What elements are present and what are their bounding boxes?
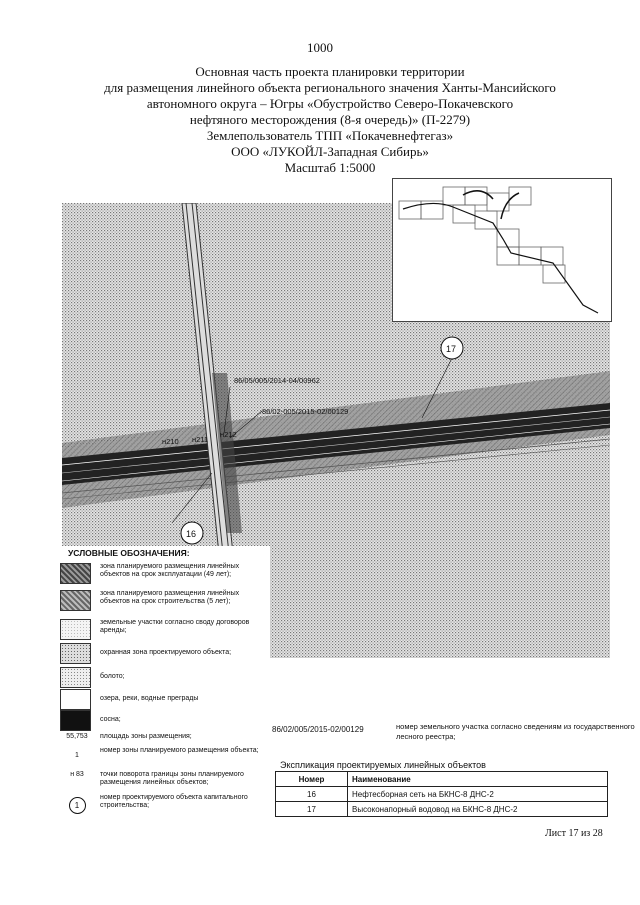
parcel-label: 86/05/005/2014-04/00962 — [234, 376, 320, 385]
column-header: Номер — [276, 772, 348, 787]
legend-swatch — [60, 643, 91, 664]
explication-table — [275, 771, 608, 817]
table-header-row — [276, 772, 608, 787]
point-label: н210 — [162, 437, 179, 446]
legend-swatch — [60, 689, 91, 710]
table-row: 17 Высоконапорный водовод на БКНС-8 ДНС-2 — [276, 802, 608, 817]
object-number: 17 — [446, 344, 457, 354]
legend-title: УСЛОВНЫЕ ОБОЗНАЧЕНИЯ: — [68, 548, 190, 558]
object-number: 16 — [186, 529, 197, 539]
title-line: нефтяного месторождения (8-я очередь)» (П-2279) — [189, 112, 471, 127]
legend-swatch — [60, 619, 91, 640]
explication-title: Экспликация проектируемых линейных объектов — [280, 760, 486, 770]
page-number: 1000 — [307, 40, 333, 55]
point-label: н211 — [192, 435, 209, 444]
sheet-number: Лист 17 из 28 — [545, 828, 603, 839]
title-line: Основная часть проекта планировки территории — [195, 64, 465, 79]
scale-label: Масштаб 1:5000 — [284, 160, 376, 175]
parcel-number-description: номер земельного участка согласно сведениям из государственного лесного реестра; — [396, 722, 635, 741]
object-circle-symbol: 1 — [69, 797, 86, 814]
parcel-label: 86/02-005/2015-02/00129 — [262, 407, 349, 416]
legend: УСЛОВНЫЕ ОБОЗНАЧЕНИЯ: зона планируемого размещения линейных объектов на срок эксплуатации (49 лет); зона планируемого размещения линейных объектов на срок строительства (5 лет); земельные участки согласно своду договоров аренды; охранная зона проектируемого объекта; болото; озера, реки, водные преграды сосна; 55,753 площадь зоны размещения; 1 номер зоны планируемого размещения объекта; н 83 точки поворота границы зоны планируемого размещения линейных объектов; 1 номер проектируемого объекта капитального строительства; — [60, 546, 270, 822]
title-line: автономного округа – Югры «Обустройство Северо-Покачевского — [146, 96, 514, 111]
legend-swatch — [60, 563, 91, 584]
point-label: н212 — [220, 430, 237, 439]
title-line: Землепользователь ТПП «Покачевнефтегаз» — [206, 128, 454, 143]
overview-inset — [392, 178, 612, 322]
title-line: для размещения линейного объекта регионального значения Ханты-Мансийского — [104, 80, 556, 95]
column-header: Наименование — [348, 772, 608, 787]
title-line: ООО «ЛУКОЙЛ-Западная Сибирь» — [231, 144, 429, 159]
legend-swatch — [60, 590, 91, 611]
document-title — [60, 64, 600, 176]
parcel-number-example: 86/02/005/2015-02/00129 — [272, 725, 364, 734]
legend-swatch — [60, 667, 91, 688]
table-row: 16 Нефтесборная сеть на БКНС-8 ДНС-2 — [276, 787, 608, 802]
legend-swatch — [60, 710, 91, 731]
